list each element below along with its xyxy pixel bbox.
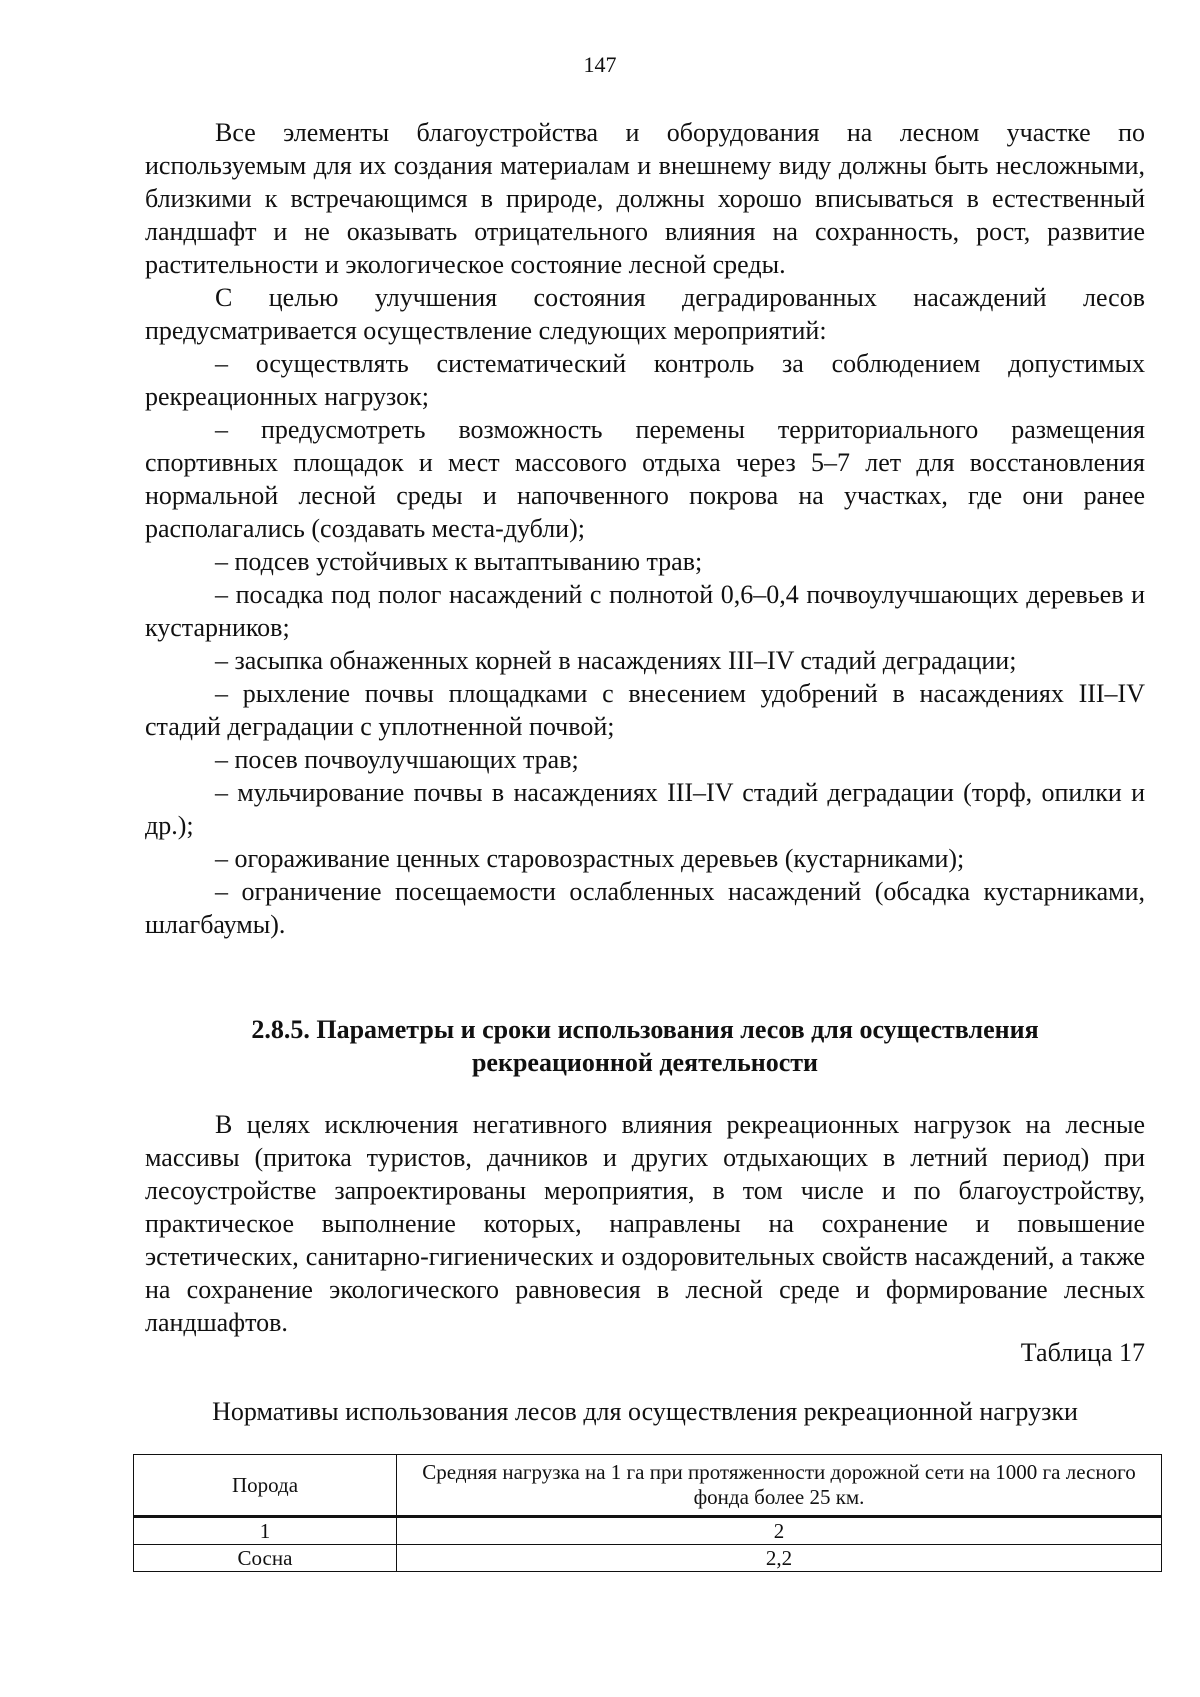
paragraph-measures-intro: С целью улучшения состояния деградированных насаждений лесов предусматривается осуществление следующих мероприятий: xyxy=(145,283,1145,345)
norms-table xyxy=(133,1454,1162,1572)
table-caption: Нормативы использования лесов для осуществления рекреационной нагрузки xyxy=(212,1397,1078,1426)
table-column-number: 2 xyxy=(397,1517,1162,1545)
table-column-number: 1 xyxy=(134,1517,397,1545)
list-item-load-control: – осуществлять систематический контроль за соблюдением допустимых рекреационных нагрузок; xyxy=(145,349,1145,411)
list-item-fencing: – огораживание ценных старовозрастных деревьев (кустарниками); xyxy=(215,844,965,873)
table-column-number-row xyxy=(134,1517,1162,1545)
paragraph-landscape-elements: Все элементы благоустройства и оборудования на лесном участке по используемым для их создания материалам и внешнему виду должны быть несложными, близкими к встречающимся в природе, должны хорошо вписываться в естественный ландшафт и не оказывать отрицательного влияния на сохранность, рост, развитие растительности и экологическое состояние лесной среды. xyxy=(145,118,1145,279)
section-heading xyxy=(145,1013,1145,1079)
intro-text xyxy=(145,116,1145,941)
page-number: 147 xyxy=(583,52,617,77)
table-cell: Сосна xyxy=(134,1545,397,1572)
list-item-root-covering: – засыпка обнаженных корней в насаждениях III–IV стадий деградации; xyxy=(215,646,1017,675)
list-item-relocation: – предусмотреть возможность перемены территориального размещения спортивных площадок и мест массового отдыха через 5–7 лет для восстановления нормальной лесной среды и напочвенного покрова на участках, где они ранее располагались (создавать места-дубли); xyxy=(145,415,1145,543)
table-cell: 2,2 xyxy=(397,1545,1162,1572)
paragraph-recreation-measures: В целях исключения негативного влияния рекреационных нагрузок на лесные массивы (притока туристов, дачников и других отдыхающих в летний период) при лесоустройстве запроектированы мероприятия, в том числе и по благоустройству, практическое выполнение которых, направлены на сохранение и повышение эстетических, санитарно-гигиенических и оздоровительных свойств насаждений, а также на сохранение экологического равновесия в лесной среде и формирование лесных ландшафтов. xyxy=(145,1110,1145,1337)
table-header-cell: Порода xyxy=(134,1455,397,1517)
list-item-grass-overseeding: – подсев устойчивых к вытаптыванию трав; xyxy=(215,547,703,576)
list-item-mulching: – мульчирование почвы в насаждениях III–IV стадий деградации (торф, опилки и др.); xyxy=(145,778,1145,840)
list-item-underplanting: – посадка под полог насаждений с полнотой 0,6–0,4 почвоулучшающих деревьев и кустарников; xyxy=(145,580,1145,642)
table-header-cell: Средняя нагрузка на 1 га при протяженности дорожной сети на 1000 га лесного фонда более 25 км. xyxy=(397,1455,1162,1517)
list-item-grass-sowing: – посев почвоулучшающих трав; xyxy=(215,745,579,774)
table-number-label: Таблица 17 xyxy=(1020,1338,1145,1367)
section-heading-line-1: 2.8.5. Параметры и сроки использования лесов для осуществления xyxy=(251,1015,1039,1044)
list-item-soil-loosening: – рыхление почвы площадками с внесением удобрений в насаждениях III–IV стадий деградации с уплотненной почвой; xyxy=(145,679,1145,741)
section-heading-line-2: рекреационной деятельности xyxy=(471,1048,819,1077)
table-row xyxy=(134,1545,1162,1572)
table-header-row xyxy=(134,1455,1162,1517)
list-item-visit-limits: – ограничение посещаемости ослабленных насаждений (обсадка кустарниками, шлагбаумы). xyxy=(145,877,1145,939)
section-text xyxy=(145,1108,1145,1339)
